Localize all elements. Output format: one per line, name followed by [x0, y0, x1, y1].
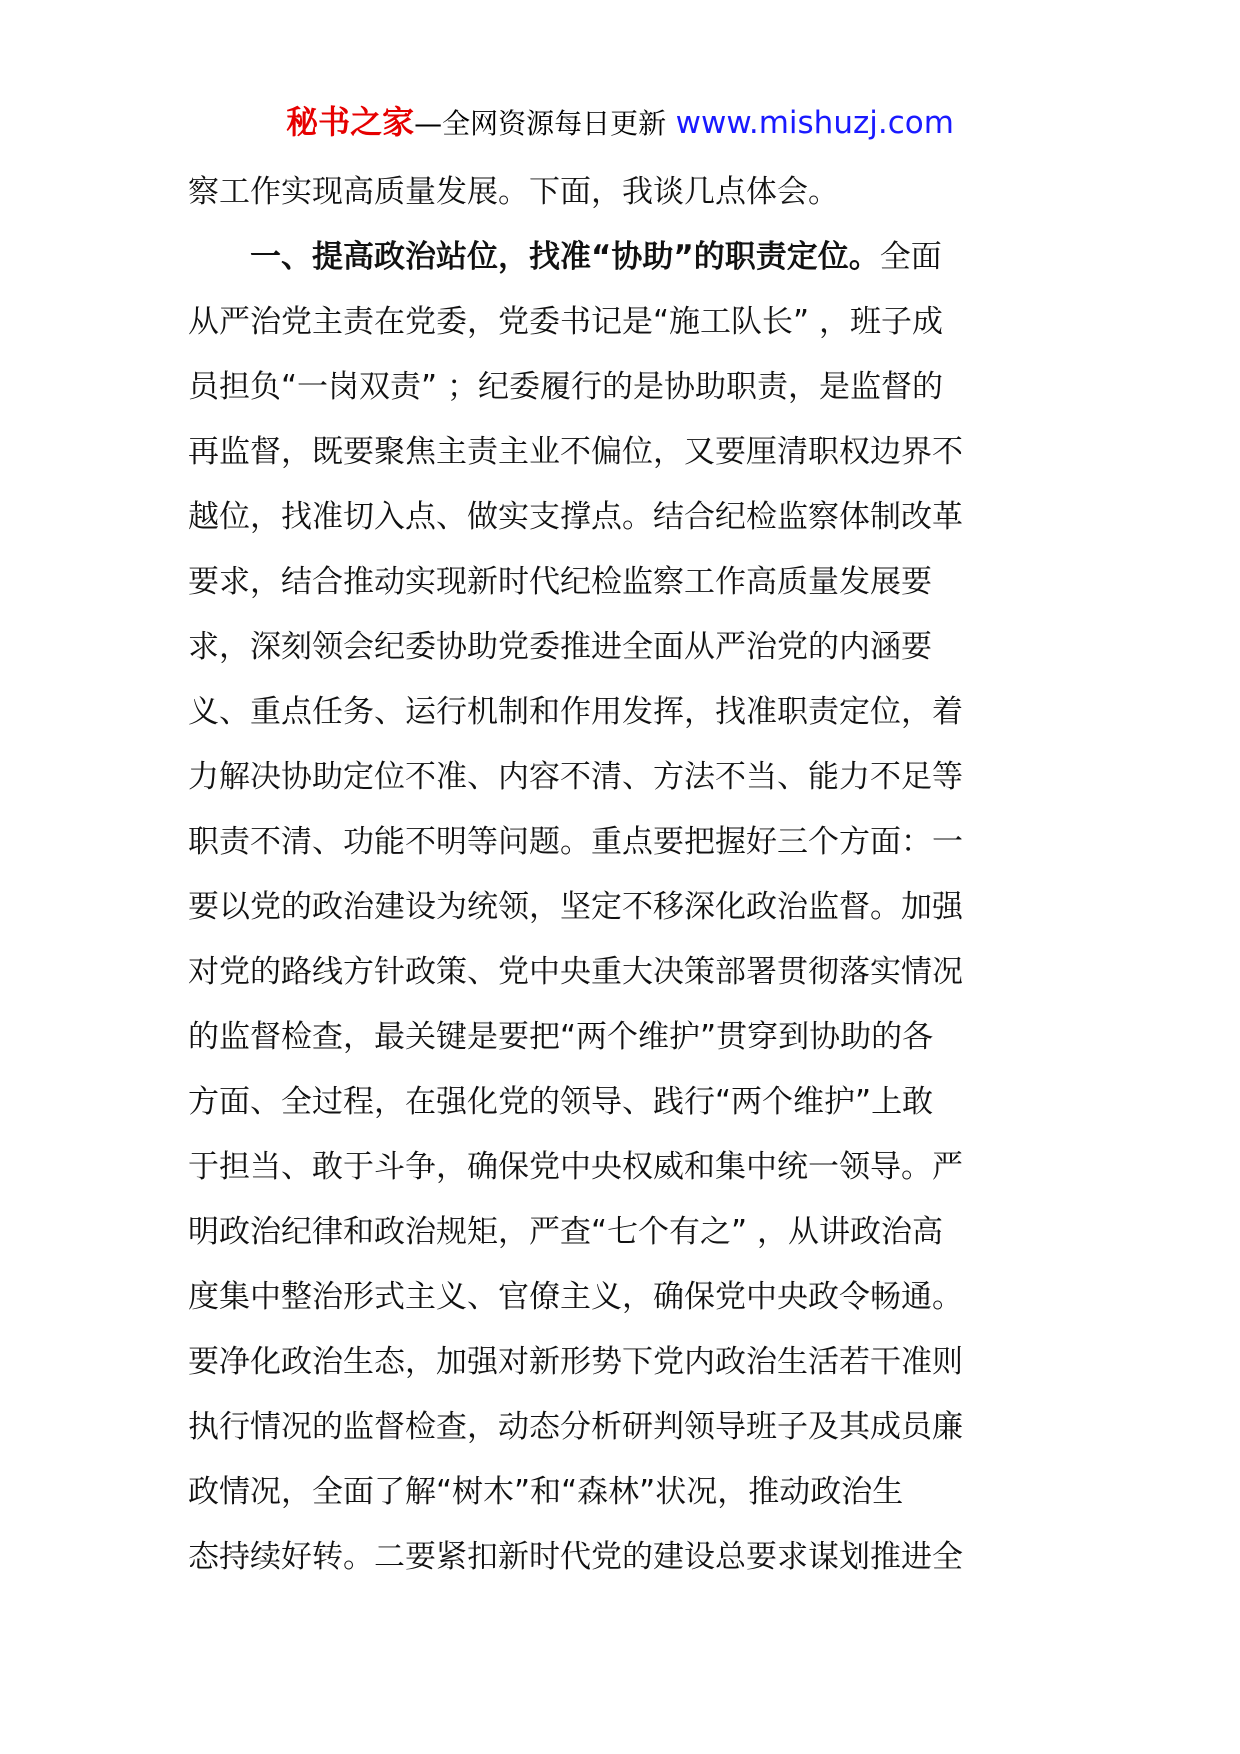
text-line: 明政治纪律和政治规矩，严查“七个有之” ，从讲政治高	[188, 1214, 943, 1250]
text-line: 再监督，既要聚焦主责主业不偏位，又要厘清职权边界不	[188, 434, 963, 470]
text-line: 的监督检查，最关键是要把“两个维护”贯穿到协助的各	[188, 1019, 934, 1055]
document-body	[188, 160, 1058, 1590]
text-line: 越位，找准切入点、做实支撑点。结合纪检监察体制改革	[188, 499, 963, 535]
text-line: 要求，结合推动实现新时代纪检监察工作高质量发展要	[188, 564, 932, 600]
text-line: 员担负“一岗双责” ；纪委履行的是协助职责，是监督的	[188, 369, 943, 405]
site-url[interactable]: www.mishuzj.com	[675, 105, 954, 141]
text-line: 度集中整治形式主义、官僚主义，确保党中央政令畅通。	[188, 1279, 963, 1315]
text-line: 从严治党主责在党委，党委书记是“施工队长” ，班子成	[188, 304, 943, 340]
section-heading: 一、提高政治站位，找准“协助”的职责定位。	[250, 239, 880, 275]
text-line: 方面、全过程，在强化党的领导、践行“两个维护”上敢	[188, 1084, 934, 1120]
text-line: 求，深刻领会纪委协助党委推进全面从严治党的内涵要	[188, 629, 932, 665]
text-line: 执行情况的监督检查，动态分析研判领导班子及其成员廉	[188, 1409, 963, 1445]
text-line: 态持续好转。二要紧扣新时代党的建设总要求谋划推进全	[188, 1539, 963, 1575]
site-banner	[0, 102, 1240, 144]
heading-continuation: 全面	[879, 239, 942, 275]
text-line: 要净化政治生态，加强对新形势下党内政治生活若干准则	[188, 1344, 963, 1380]
text-line: 义、重点任务、运行机制和作用发挥，找准职责定位，着	[188, 694, 963, 730]
text-line: 职责不清、功能不明等问题。重点要把握好三个方面：一	[188, 824, 963, 860]
text-line: 对党的路线方针政策、党中央重大决策部署贯彻落实情况	[188, 954, 963, 990]
section-heading-line	[188, 225, 1058, 290]
text-line: 察工作实现高质量发展。下面，我谈几点体会。	[188, 174, 839, 210]
banner-slogan: —全网资源每日更新	[414, 107, 667, 140]
brand-name: 秘书之家	[286, 103, 415, 141]
text-line: 力解决协助定位不准、内容不清、方法不当、能力不足等	[188, 759, 963, 795]
text-line: 政情况，全面了解“树木”和“森林”状况，推动政治生	[188, 1474, 904, 1510]
text-line: 于担当、敢于斗争，确保党中央权威和集中统一领导。严	[188, 1149, 963, 1185]
text-line: 要以党的政治建设为统领，坚定不移深化政治监督。加强	[188, 889, 963, 925]
